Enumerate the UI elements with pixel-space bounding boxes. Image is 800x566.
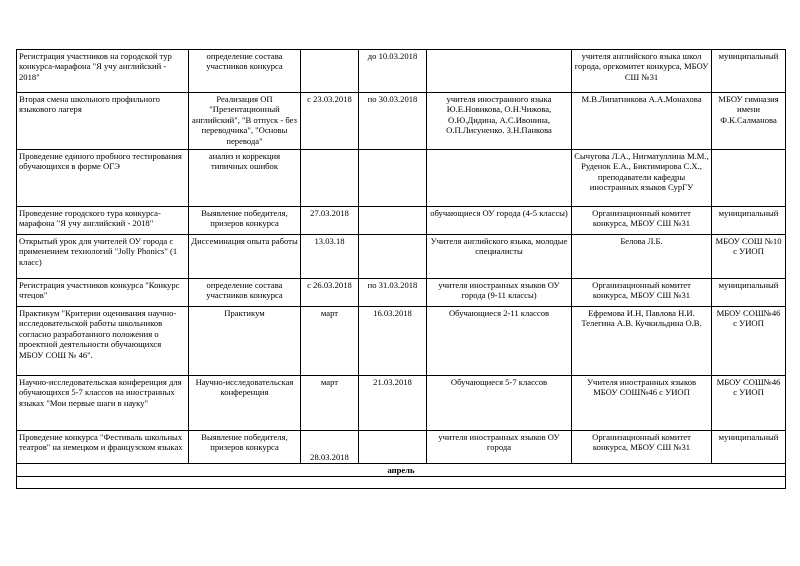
table-row — [17, 307, 786, 376]
table-row — [17, 431, 786, 464]
venue-cell: МБОУ СОШ №10 с УИОП — [712, 235, 786, 279]
event-cell: Регистрация участников на городской тур конкурса-марафона "Я учу английский - 2018" — [17, 50, 189, 93]
start-date-cell: март — [301, 307, 359, 376]
responsible-cell: Организационный комитет конкурса, МБОУ СШ №31 — [572, 431, 712, 464]
end-date-cell — [359, 150, 427, 207]
table-row — [17, 279, 786, 307]
participants-cell — [427, 50, 572, 93]
venue-cell: МБОУ гимназия имени Ф.К.Салманова — [712, 93, 786, 150]
responsible-cell: Учителя иностранных языков МБОУ СОШ№46 с УИОП — [572, 376, 712, 431]
venue-cell: муниципальный — [712, 431, 786, 464]
month-separator-row — [17, 464, 786, 477]
end-date-cell — [359, 235, 427, 279]
responsible-cell: Сычугова Л.А., Нигматуллина М.М., Руденок Е.А., Биктимирова С.Х., преподаватели кафедры иностранных языков СурГУ — [572, 150, 712, 207]
start-date-cell — [301, 50, 359, 93]
purpose-cell: Выявление победителя, призеров конкурса — [189, 207, 301, 235]
empty-cell — [17, 477, 786, 489]
table-row — [17, 150, 786, 207]
purpose-cell: анализ и коррекция типичных ошибок — [189, 150, 301, 207]
start-date-cell: с 26.03.2018 — [301, 279, 359, 307]
responsible-cell: М.В.Липатникова А.А.Монахова — [572, 93, 712, 150]
table-row — [17, 235, 786, 279]
end-date-cell — [359, 431, 427, 464]
event-cell: Вторая смена школьного профильного языкового лагеря — [17, 93, 189, 150]
venue-cell: муниципальный — [712, 50, 786, 93]
purpose-cell: Реализация ОП "Презентационный английский", "В отпуск - без переводчика", "Основы перевода" — [189, 93, 301, 150]
purpose-cell: Научно-исследовательская конференция — [189, 376, 301, 431]
venue-cell — [712, 150, 786, 207]
responsible-cell: учителя английского языка школ города, оргкомитет конкурса, МБОУ СШ №31 — [572, 50, 712, 93]
venue-cell: муниципальный — [712, 279, 786, 307]
participants-cell: обучающиеся ОУ города (4-5 классы) — [427, 207, 572, 235]
participants-cell: Обучающиеся 2-11 классов — [427, 307, 572, 376]
event-plan-table — [16, 49, 786, 489]
month-label: апрель — [17, 464, 786, 477]
event-cell: Открытый урок для учителей ОУ города с применением технологий "Jolly Phonics" (1 класс) — [17, 235, 189, 279]
event-cell: Регистрация участников конкурса "Конкурс чтецов" — [17, 279, 189, 307]
event-cell: Проведение единого пробного тестирования обучающихся в форме ОГЭ — [17, 150, 189, 207]
purpose-cell: Практикум — [189, 307, 301, 376]
participants-cell — [427, 150, 572, 207]
end-date-cell: по 30.03.2018 — [359, 93, 427, 150]
event-cell: Проведение городского тура конкурса-марафона "Я учу английский - 2018" — [17, 207, 189, 235]
participants-cell: Учителя английского языка, молодые специалисты — [427, 235, 572, 279]
purpose-cell: Диссеминация опыта работы — [189, 235, 301, 279]
table-row — [17, 477, 786, 489]
table-row — [17, 207, 786, 235]
end-date-cell — [359, 207, 427, 235]
venue-cell: муниципальный — [712, 207, 786, 235]
end-date-cell: 16.03.2018 — [359, 307, 427, 376]
responsible-cell: Организационный комитет конкурса, МБОУ СШ №31 — [572, 207, 712, 235]
table-row — [17, 93, 786, 150]
participants-cell: учителя иностранных языков ОУ города (9-11 классы) — [427, 279, 572, 307]
end-date-cell: до 10.03.2018 — [359, 50, 427, 93]
end-date-cell: 21.03.2018 — [359, 376, 427, 431]
venue-cell: МБОУ СОШ№46 с УИОП — [712, 307, 786, 376]
end-date-cell: по 31.03.2018 — [359, 279, 427, 307]
participants-cell: учителя иностранного языка Ю.Е.Новикова, О.Н.Чижова, О.Ю.Дидина, А.С.Ивонина, О.П.Лисуненко. З.Н.Панкова — [427, 93, 572, 150]
start-date-cell: 13.03.18 — [301, 235, 359, 279]
purpose-cell: Выявление победителя, призеров конкурса — [189, 431, 301, 464]
start-date-cell: 28.03.2018 — [301, 431, 359, 464]
responsible-cell: Белова Л.Б. — [572, 235, 712, 279]
purpose-cell: определение состава участников конкурса — [189, 279, 301, 307]
start-date-cell: с 23.03.2018 — [301, 93, 359, 150]
start-date-cell — [301, 150, 359, 207]
start-date-cell: 27.03.2018 — [301, 207, 359, 235]
responsible-cell: Ефремова И.Н, Павлова Н.И. Телегина А.В. Кучкильдина О.В. — [572, 307, 712, 376]
table-row — [17, 50, 786, 93]
purpose-cell: определение состава участников конкурса — [189, 50, 301, 93]
event-cell: Научно-исследовательская конференция для обучающихся 5-7 классов на иностранных языках "Мои первые шаги в науку" — [17, 376, 189, 431]
start-date-cell: март — [301, 376, 359, 431]
venue-cell: МБОУ СОШ№46 с УИОП — [712, 376, 786, 431]
event-cell: Проведение конкурса "Фестиваль школьных театров" на немецком и французском языках — [17, 431, 189, 464]
event-cell: Практикум "Критерии оценивания научно-исследовательской работы школьников согласно разработанного положения о проектной деятельности обучающихся МБОУ СОШ № 46". — [17, 307, 189, 376]
table-row — [17, 376, 786, 431]
participants-cell: учителя иностранных языков ОУ города — [427, 431, 572, 464]
participants-cell: Обучающиеся 5-7 классов — [427, 376, 572, 431]
responsible-cell: Организационный комитет конкурса, МБОУ СШ №31 — [572, 279, 712, 307]
